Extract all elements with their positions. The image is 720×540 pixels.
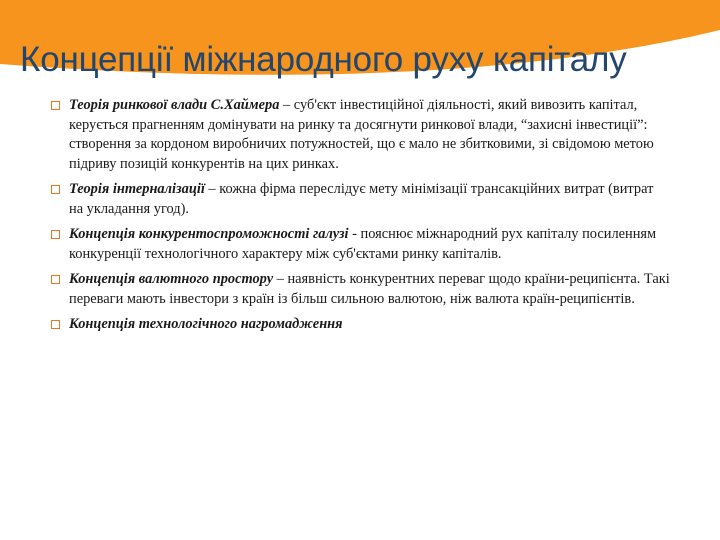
bullet-text: - пояснює міжнародний рух капіталу посиленням конкуренції технологічного характеру між суб'єктами ринку капіталів. [69,226,657,262]
bullet-item-currency-space [51,270,671,309]
bullet-term: Теорія ринкової влади С.Хаймера [69,97,280,113]
bullet-text: – суб'єкт інвестиційної діяльності, який вивозить капітал, керується прагненням домінувати на ринку та досягнути ринкової влади, “захисні інвестиції”: створення за кордоном виробничих потужностей, що є мало не збитковими, зі свідомою метою підриву позицій конкурентів на цих ринках. [69,97,654,172]
bullet-list [51,96,671,341]
bullet-item-technological-accumulation [51,315,671,335]
bullet-term: Концепція конкурентоспроможності галузі [69,226,349,242]
square-bullet-icon [51,275,60,284]
bullet-item-internalization [51,180,671,219]
bullet-text: – наявність конкурентних переваг щодо країни-реципієнта. Такі переваги мають інвестори з країн із більш сильною валютою, ніж валюта країн-реципієнтів. [69,271,670,307]
square-bullet-icon [51,185,60,194]
slide-title: Концепції міжнародного руху капіталу [20,40,627,79]
square-bullet-icon [51,320,60,329]
bullet-item-market-power [51,96,671,174]
bullet-term: Теорія інтерналізації [69,181,205,197]
bullet-term: Концепція технологічного нагромадження [69,316,343,332]
bullet-term: Концепція валютного простору [69,271,274,287]
bullet-item-industry-competitiveness [51,225,671,264]
square-bullet-icon [51,230,60,239]
square-bullet-icon [51,101,60,110]
bullet-text: – кожна фірма переслідує мету мінімізації трансакційних витрат (витрат на укладання угод). [69,181,654,217]
